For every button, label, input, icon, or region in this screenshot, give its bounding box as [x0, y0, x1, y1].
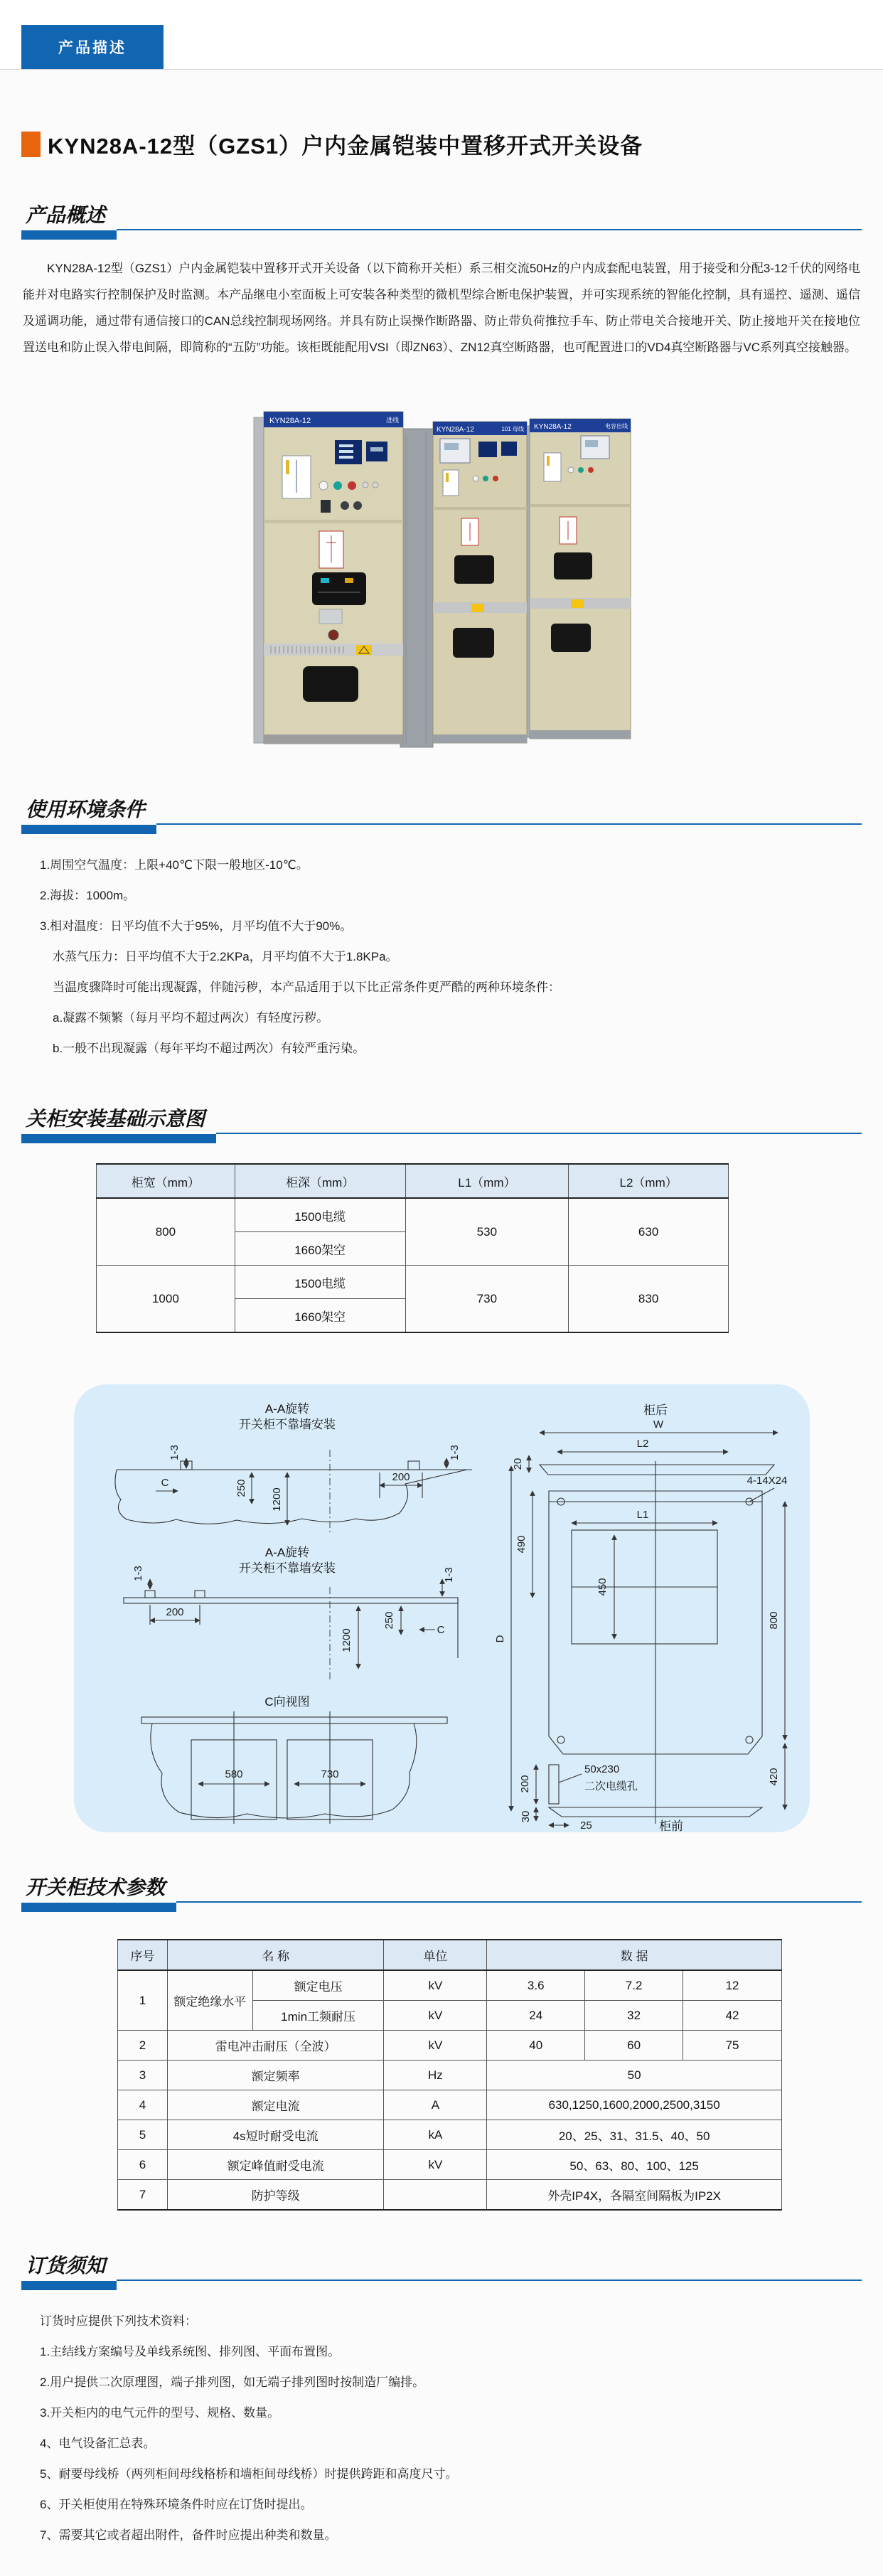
- label-bolt-holes: 4-14X24: [746, 1475, 787, 1487]
- cabinet1-tag: 进线: [385, 417, 399, 424]
- cell-unit: kA: [384, 2120, 487, 2150]
- col-header-l1: L1（mm）: [405, 1164, 569, 1198]
- list-item: a.凝露不频繁（每月平均不超过两次）有轻度污秽。: [53, 1011, 329, 1025]
- col-header-depth: 柜深（mm）: [235, 1164, 405, 1198]
- section-title-ordering: 订货须知: [26, 2254, 106, 2277]
- cell-data: 20、25、31、31.5、40、50: [487, 2120, 782, 2150]
- list-item: b.一般不出现凝露（每年平均不超过两次）有较严重污染。: [53, 1042, 365, 1055]
- section-rule-line: [156, 823, 862, 834]
- view-b-subtitle: 开关柜不靠墙安装: [238, 1561, 336, 1575]
- dim-c: C: [437, 1624, 444, 1636]
- switchgear-cabinets-photo: [250, 385, 633, 751]
- dim-c: C: [161, 1477, 168, 1489]
- dim-420: 420: [767, 1768, 780, 1786]
- cell-data: 32: [585, 2001, 683, 2031]
- cell-no: 7: [118, 2180, 168, 2211]
- view-a-subtitle: 开关柜不靠墙安装: [238, 1418, 336, 1431]
- cell-depth: 1500电缆: [235, 1198, 405, 1232]
- cell-data: 630,1250,1600,2000,2500,3150: [487, 2090, 782, 2120]
- col-header-name: 名 称: [167, 1940, 384, 1970]
- section-header-ordering: [21, 2250, 862, 2290]
- dim-1200: 1200: [340, 1628, 353, 1652]
- diagram-view-c: [141, 1695, 447, 1824]
- dim-490: 490: [515, 1535, 528, 1554]
- cell-data: 50: [487, 2061, 782, 2090]
- cell-data: 12: [683, 1970, 782, 2001]
- cell-subname: 1min工频耐压: [252, 2001, 384, 2031]
- diagram-plan-view: [494, 1404, 787, 1832]
- dim-l1: L1: [636, 1509, 648, 1521]
- dim-1200: 1200: [270, 1487, 283, 1512]
- dim-l2: L2: [636, 1438, 648, 1450]
- dim-250: 250: [382, 1611, 395, 1630]
- list-item: 3.开关柜内的电气元件的型号、规格、数量。: [40, 2406, 280, 2420]
- section-rule-line: [117, 2280, 862, 2290]
- overview-paragraph: KYN28A-12型（GZS1）户内金属铠装中置移开式开关设备（以下简称开关柜）系三相交流50Hz的户内成套配电装置，用于接受和分配3-12千伏的网络电能并对电路实行控制保护及时监测。本产品继电小室面板上可安装各种类型的微机型综合断电保护装置，并可实现系统的智能化控制，具有遥控、遥测、遥信及遥调功能，通过带有通信接口的CAN总线控制现场网络。并具有防止误操作断路器、防止带负荷推拉手车、防止带电关合接地开关、防止接地开关在接地位置送电和防止误入带电间隔，即简称的“五防”功能。该柜既能配用VSI（即ZN63）、ZN12真空断路器，也可配置进口的VD4真空断路器与VC系列真空接触器。: [23, 262, 860, 354]
- cell-width: 1000: [97, 1266, 235, 1333]
- table-row: [118, 2031, 782, 2061]
- section-underline-bar: [21, 825, 156, 834]
- cell-data: 3.6: [487, 1970, 585, 2001]
- cell-depth: 1660架空: [235, 1299, 405, 1333]
- diagram-view-a: [115, 1402, 472, 1532]
- cell-unit: kV: [384, 1970, 487, 2001]
- top-tab-bar: [0, 0, 883, 70]
- cell-name: 额定频率: [167, 2061, 384, 2090]
- list-item: 1.主结线方案编号及单线系统图、排列图、平面布置图。: [40, 2345, 341, 2358]
- cell-no: 3: [118, 2061, 168, 2090]
- cabinet3-tag: 电容出线: [605, 423, 628, 429]
- col-header-data: 数 据: [487, 1940, 782, 1970]
- table-row: [118, 2061, 782, 2090]
- cell-name: 额定峰值耐受电流: [167, 2150, 384, 2180]
- cell-width: 800: [97, 1198, 235, 1266]
- col-header-l2: L2（mm）: [569, 1164, 729, 1198]
- table-row: [118, 2150, 782, 2180]
- dim-25: 25: [579, 1819, 592, 1832]
- dim-d: D: [493, 1635, 506, 1643]
- cabinet1-model-label: KYN28A-12: [269, 417, 311, 425]
- dim-w: W: [653, 1418, 663, 1431]
- dim-200b: 200: [518, 1775, 531, 1793]
- table-row: [97, 1198, 729, 1232]
- dim-gap: 1-3: [132, 1566, 144, 1581]
- cell-l1: 730: [405, 1266, 569, 1333]
- cell-data: 40: [487, 2031, 585, 2061]
- section-title-tech: 开关柜技术参数: [26, 1876, 166, 1899]
- page-content: [0, 70, 883, 2576]
- cell-no: 2: [118, 2031, 168, 2061]
- table-row: [118, 2090, 782, 2120]
- cell-name: 防护等级: [167, 2180, 384, 2211]
- ordering-list: [21, 2306, 862, 2550]
- dim-800: 800: [767, 1611, 780, 1630]
- list-item: 1.周围空气温度：上限+40℃下限一般地区-10℃。: [40, 858, 309, 872]
- cell-unit: A: [384, 2090, 487, 2120]
- list-item: 4、电气设备汇总表。: [40, 2437, 156, 2450]
- dim-gap: 1-3: [168, 1445, 181, 1460]
- c-view-label: C向视图: [264, 1695, 310, 1709]
- table-row: [118, 2180, 782, 2211]
- section-rule-line: [216, 1133, 862, 1143]
- dim-450: 450: [596, 1578, 609, 1596]
- tab-product-description[interactable]: [21, 25, 164, 69]
- section-underline-bar: [21, 1903, 176, 1912]
- cell-data: 外壳IP4X，各隔室间隔板为IP2X: [487, 2180, 782, 2211]
- cell-no: 5: [118, 2120, 168, 2150]
- dim-250: 250: [235, 1479, 247, 1497]
- cell-data: 60: [585, 2031, 683, 2061]
- technical-parameters-table: [117, 1939, 782, 2211]
- list-item: 订货时应提供下列技术资料：: [40, 2314, 197, 2328]
- cabinet-2: [400, 422, 527, 747]
- cell-subname: 额定电压: [252, 1970, 384, 2001]
- list-item: 当温度骤降时可能出现凝露，伴随污秽，本产品适用于以下比正常条件更严酷的两种环境条件：: [53, 980, 560, 994]
- section-rule-line: [117, 229, 862, 240]
- cabinet2-model-label: KYN28A-12: [437, 426, 474, 434]
- list-item: 2.海拔：1000m。: [40, 889, 136, 902]
- cell-unit: kV: [384, 2001, 487, 2031]
- cell-data: 75: [683, 2031, 782, 2061]
- cell-l2: 830: [569, 1266, 729, 1333]
- col-header-width: 柜宽（mm）: [97, 1164, 235, 1198]
- view-b-title: A-A旋转: [264, 1546, 309, 1559]
- dim-730: 730: [320, 1768, 339, 1780]
- dim-20: 20: [511, 1458, 524, 1470]
- label-cabinet-rear: 柜后: [643, 1404, 668, 1417]
- title-accent-square-icon: [21, 132, 41, 157]
- section-underline-bar: [21, 1134, 216, 1143]
- installation-diagram-panel: [74, 1384, 810, 1832]
- dim-30: 30: [519, 1810, 532, 1823]
- cell-no: 4: [118, 2090, 168, 2120]
- cell-name-group: 额定绝缘水平: [167, 1970, 252, 2031]
- table-header-row: [118, 1940, 782, 1970]
- cell-name: 额定电流: [167, 2090, 384, 2120]
- diagram-view-b: [124, 1546, 458, 1679]
- cell-unit: [384, 2180, 487, 2211]
- section-title-installation: 关柜安装基础示意图: [26, 1107, 205, 1131]
- section-title-environment: 使用环境条件: [26, 798, 146, 821]
- label-hole-name: 二次电缆孔: [584, 1780, 638, 1792]
- list-item: 水蒸气压力：日平均值不大于2.2KPa，月平均值不大于1.8KPa。: [53, 950, 398, 963]
- dim-gap: 1-3: [448, 1445, 461, 1460]
- cell-depth: 1660架空: [235, 1232, 405, 1266]
- list-item: 5、耐要母线桥（两列柜间母线格桥和墙柜间母线桥）时提供跨距和高度尺寸。: [40, 2467, 458, 2481]
- dim-200: 200: [391, 1471, 410, 1483]
- cell-name: 雷电冲击耐压（全波）: [167, 2031, 384, 2061]
- table-row: [118, 1970, 782, 2001]
- list-item: 6、开关柜使用在特殊环境条件时应在订货时提出。: [40, 2498, 313, 2511]
- page-title: KYN28A-12型（GZS1）户内金属铠装中置移开式开关设备: [48, 134, 643, 159]
- cabinet-1: [254, 412, 403, 744]
- cabinet3-model-label: KYN28A-12: [534, 423, 572, 431]
- section-header-environment: [21, 794, 862, 834]
- section-underline-bar: [21, 230, 117, 240]
- installation-diagram: [74, 1384, 810, 1832]
- cell-unit: kV: [384, 2031, 487, 2061]
- tab-label: 产品描述: [58, 40, 127, 56]
- section-title-overview: 产品概述: [26, 203, 106, 227]
- col-header-unit: 单位: [384, 1940, 487, 1970]
- label-cabinet-front: 柜前: [658, 1819, 683, 1832]
- label-hole-size: 50x230: [584, 1763, 619, 1775]
- cell-data: 7.2: [585, 1970, 683, 2001]
- cell-data: 24: [487, 2001, 585, 2031]
- dim-580: 580: [224, 1768, 243, 1780]
- installation-dimensions-table: [96, 1163, 729, 1333]
- list-item: 7、需要其它或者超出附件，备件时应提出种类和数量。: [40, 2528, 337, 2542]
- list-item: 3.相对温度：日平均值不大于95%，月平均值不大于90%。: [40, 919, 353, 933]
- environment-list: [21, 850, 862, 1064]
- cell-name: 4s短时耐受电流: [167, 2120, 384, 2150]
- section-header-tech: [21, 1872, 862, 1912]
- cell-data: 50、63、80、100、125: [487, 2150, 782, 2180]
- table-header-row: [97, 1164, 729, 1198]
- table-row: [118, 2120, 782, 2150]
- section-underline-bar: [21, 2281, 117, 2290]
- cell-no: 1: [118, 1970, 168, 2031]
- page-title-row: [21, 70, 862, 160]
- cell-data: 42: [683, 2001, 782, 2031]
- cell-depth: 1500电缆: [235, 1266, 405, 1299]
- cell-l1: 530: [405, 1198, 569, 1266]
- dim-gap: 1-3: [442, 1567, 455, 1583]
- section-rule-line: [176, 1901, 862, 1912]
- dim-200: 200: [165, 1606, 184, 1618]
- table-row: [97, 1266, 729, 1299]
- section-header-overview: [21, 200, 862, 240]
- cell-l2: 630: [569, 1198, 729, 1266]
- section-header-installation: [21, 1103, 862, 1143]
- product-figure: [21, 385, 862, 754]
- cell-unit: Hz: [384, 2061, 487, 2090]
- list-item: 2.用户提供二次原理图，端子排列图，如无端子排列图时按制造厂编排。: [40, 2375, 425, 2389]
- cabinet2-tag: 101 母线: [501, 426, 524, 432]
- view-a-title: A-A旋转: [264, 1402, 309, 1416]
- cell-unit: kV: [384, 2150, 487, 2180]
- col-header-no: 序号: [118, 1940, 168, 1970]
- cell-no: 6: [118, 2150, 168, 2180]
